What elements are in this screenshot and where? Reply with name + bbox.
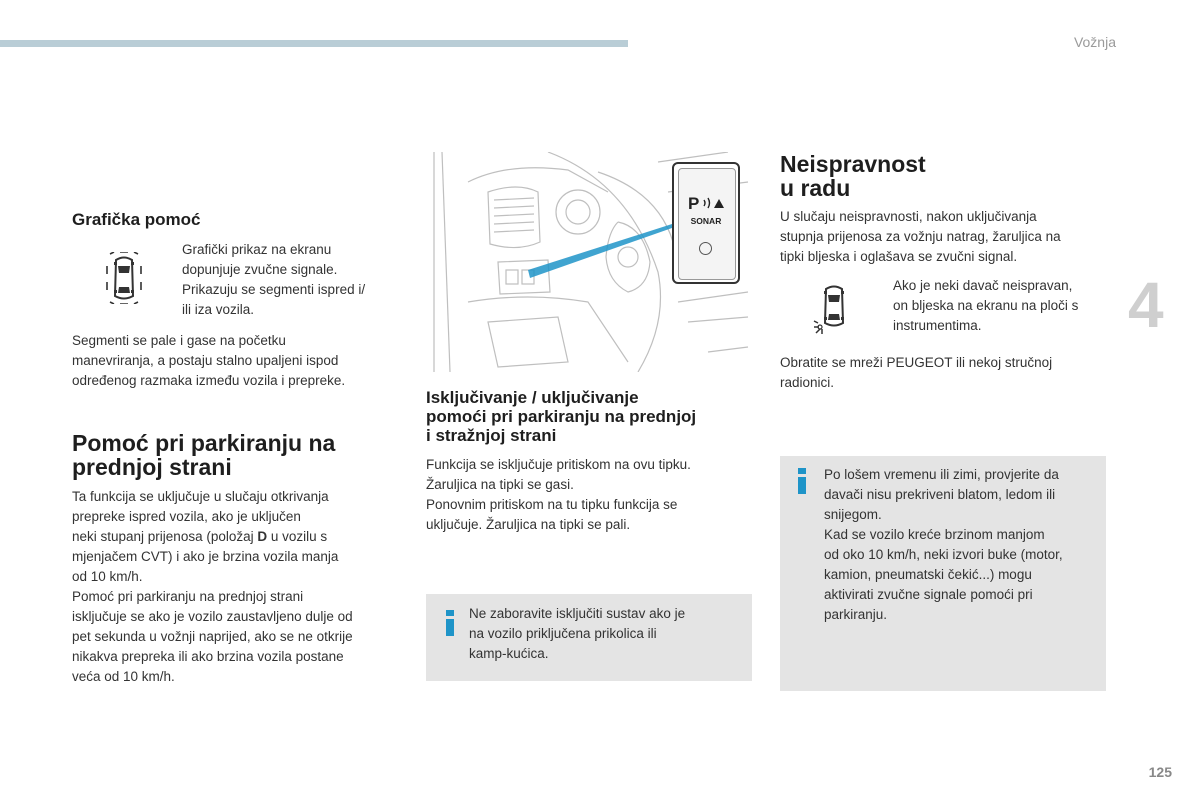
segments-text: Segmenti se pale i gase na početku manevriranja, a postaju stalno upaljeni ispod određenog razmaka između vozila i prepreke. (72, 333, 346, 388)
header-bar (0, 40, 628, 47)
graphic-heading: Grafička pomoć (72, 210, 201, 229)
sonar-symbol: P (688, 194, 700, 213)
fault-sensor-text: Ako je neki davač neispravan, on bljeska na ekranu na ploči s instrumentima. (893, 278, 1079, 333)
chapter-number: 4 (1128, 269, 1164, 341)
weather-note-text: Po lošem vremenu ili zimi, provjerite da davači nisu prekriveni blatom, ledom ili snijegom. Kad se vozilo kreće brzinom manjom od oko 10 km/h, neki izvori buke (motor, kamion, pneumatski čekić...) mogu aktivirati zvučne signale pomoći pri parkiranju. (824, 467, 1063, 622)
graphic-text: Grafički prikaz na ekranu dopunjuje zvučne signale. Prikazuju se segmenti ispred i/ ili iza vozila. (182, 242, 366, 317)
info-icon (798, 468, 806, 494)
car-sensor-icon (104, 252, 144, 304)
front-parking-heading: Pomoć pri parkiranju na prednjoj strani (72, 430, 336, 480)
sonar-button[interactable] (672, 162, 740, 284)
weather-note (780, 456, 1106, 691)
sensor-wave-icon (702, 196, 724, 210)
section-label: Vožnja (1073, 34, 1116, 50)
sonar-label: SONAR (690, 216, 722, 226)
contact-text: Obratite se mreži PEUGEOT ili nekoj stručnoj radionici. (780, 355, 1053, 390)
sonar-indicator-light (699, 242, 712, 255)
front-parking-text: Ta funkcija se uključuje u slučaju otkrivanja prepreke ispred vozila, ako je uključen neki stupanj prijenosa (položaj D u vozilu s mjenjačem CVT) i ako je brzina vozila manja od 10 km/h. Pomoć pri parkiranju na prednjoj strani isključuje se ako je vozilo zaustavljeno dulje od pet sekunda u vožnji naprijed, ako se ne otkrije nikakva prepreka ili ako brzina vozila postane veća od 10 km/h. (72, 489, 353, 684)
info-icon (446, 610, 454, 636)
trailer-note (426, 594, 752, 681)
toggle-heading: Isključivanje / uključivanje pomoći pri parkiranju na prednjoj i stražnjoj strani (426, 388, 697, 445)
toggle-text: Funkcija se isključuje pritiskom na ovu tipku. Žaruljica na tipki se gasi. Ponovnim pritiskom na tu tipku funkcija se uključuje. Žaruljica na tipki se pali. (426, 457, 691, 532)
dashboard-illustration (428, 152, 752, 372)
trailer-note-text: Ne zaboravite isključiti sustav ako je na vozilo priključena prikolica ili kamp-kućica. (469, 606, 686, 661)
page-number: 125 (1148, 764, 1172, 780)
fault-text: U slučaju neispravnosti, nakon uključivanja stupnja prijenosa za vožnju natrag, žaruljica na tipki bljeska i oglašava se zvučni signal. (780, 209, 1061, 264)
car-sensor-fault-icon (812, 283, 852, 335)
fault-heading: Neispravnost u radu (780, 151, 926, 201)
